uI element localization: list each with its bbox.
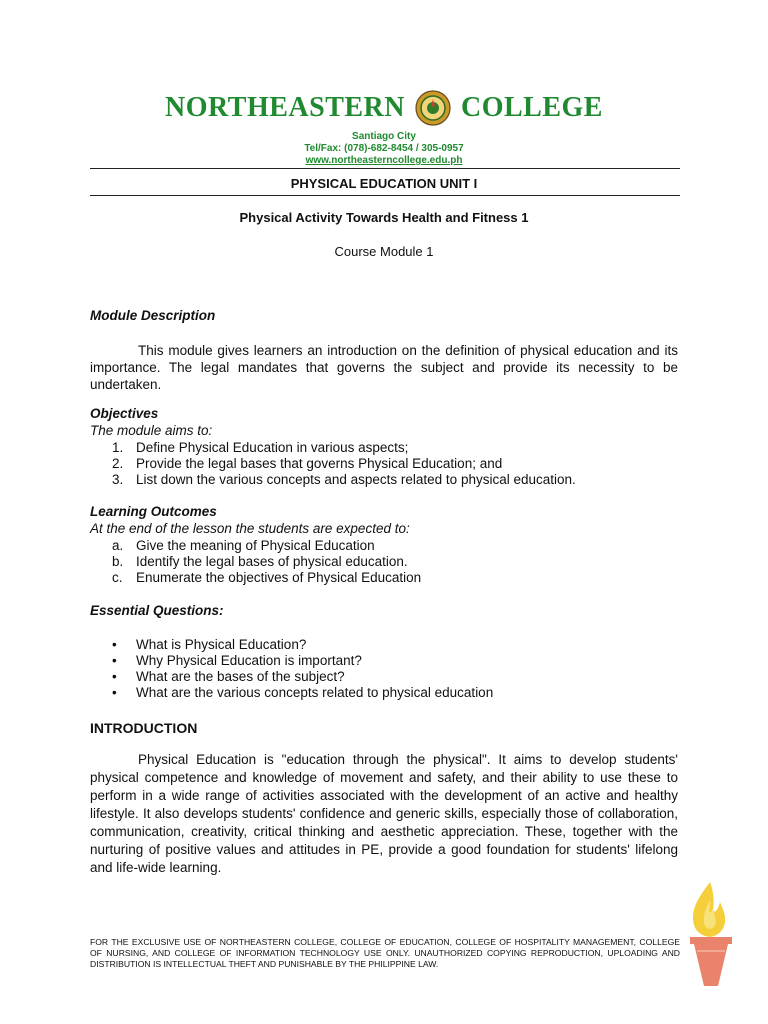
list-item: • What are the various concepts related to physical education xyxy=(112,685,494,700)
unit-title: PHYSICAL EDUCATION UNIT I xyxy=(290,176,478,191)
header-rule-bottom xyxy=(90,195,680,196)
subject-title: Physical Activity Towards Health and Fitness 1 xyxy=(239,210,529,225)
telfax: Tel/Fax: (078)-682-8454 / 305-0957 xyxy=(304,143,464,154)
introduction-body: Physical Education is "education through the physical". It aims to develop students' physical competence and knowledge of movement and safety, and their ability to use these to perform in a wide range of activities associated with the development of an active and healthy lifestyle. It also develops students' confidence and generic skills, especially those of collaboration, communication, creativity, critical thinking and aesthetic appreciation. These, together with the nurturing of positive values and attitudes in PE, provide a good foundation for students' lifelong and life-wide learning. xyxy=(90,752,678,875)
brand-right: COLLEGE xyxy=(460,92,603,123)
list-item: c. Enumerate the objectives of Physical Education xyxy=(112,570,422,585)
list-item: • What is Physical Education? xyxy=(112,637,307,652)
list-item: b. Identify the legal bases of physical education. xyxy=(112,554,408,569)
objectives-heading: Objectives xyxy=(90,406,159,421)
header-rule-top xyxy=(90,168,680,169)
list-item: • What are the bases of the subject? xyxy=(112,669,345,684)
list-item: 1. Define Physical Education in various aspects; xyxy=(112,440,409,455)
brand-left: NORTHEASTERN xyxy=(165,92,405,123)
website-link[interactable]: www.northeasterncollege.edu.ph xyxy=(305,155,463,166)
learning-outcomes-list xyxy=(90,537,678,585)
city: Santiago City xyxy=(352,131,416,142)
list-item: 2. Provide the legal bases that governs Physical Education; and xyxy=(112,456,503,471)
module-description xyxy=(90,342,678,393)
introduction-heading: INTRODUCTION xyxy=(90,720,198,736)
list-item: • Why Physical Education is important? xyxy=(112,653,362,668)
contact-info xyxy=(0,131,768,167)
objectives-section xyxy=(90,405,678,487)
introduction-section xyxy=(90,751,678,877)
college-seal-icon xyxy=(415,90,451,126)
objectives-lead: The module aims to: xyxy=(90,423,213,438)
torch-icon xyxy=(680,880,740,990)
copyright-notice: FOR THE EXCLUSIVE USE OF NORTHEASTERN COLLEGE, COLLEGE OF EDUCATION, COLLEGE OF HOSPITALITY MANAGEMENT, COLLEGE OF NURSING, AND COLLEGE OF INFORMATION TECHNOLOGY USE ONLY. UNAUTHORIZED COPYING REPRODUCTION, UPLOADING AND DISTRIBUTION IS INTELLECTUAL THEFT AND PUNISHABLE BY THE PHILIPPINE LAW. xyxy=(90,937,680,969)
list-item: a. Give the meaning of Physical Education xyxy=(112,538,375,553)
essential-questions-list xyxy=(90,636,678,700)
objectives-list xyxy=(90,439,678,487)
list-item: 3. List down the various concepts and aspects related to physical education. xyxy=(112,472,576,487)
learning-outcomes-lead: At the end of the lesson the students are expected to: xyxy=(90,521,410,536)
module-description-heading: Module Description xyxy=(90,308,216,323)
essential-questions-heading: Essential Questions: xyxy=(90,603,224,618)
course-module-label: Course Module 1 xyxy=(334,244,434,259)
learning-outcomes-heading: Learning Outcomes xyxy=(90,504,217,519)
letterhead xyxy=(0,90,768,126)
essential-questions-section xyxy=(90,636,678,700)
learning-outcomes-section xyxy=(90,503,678,585)
module-description-body: This module gives learners an introduction on the definition of physical education and its importance. The legal mandates that governs the subject and provide its necessity to be undertaken. xyxy=(90,343,678,392)
